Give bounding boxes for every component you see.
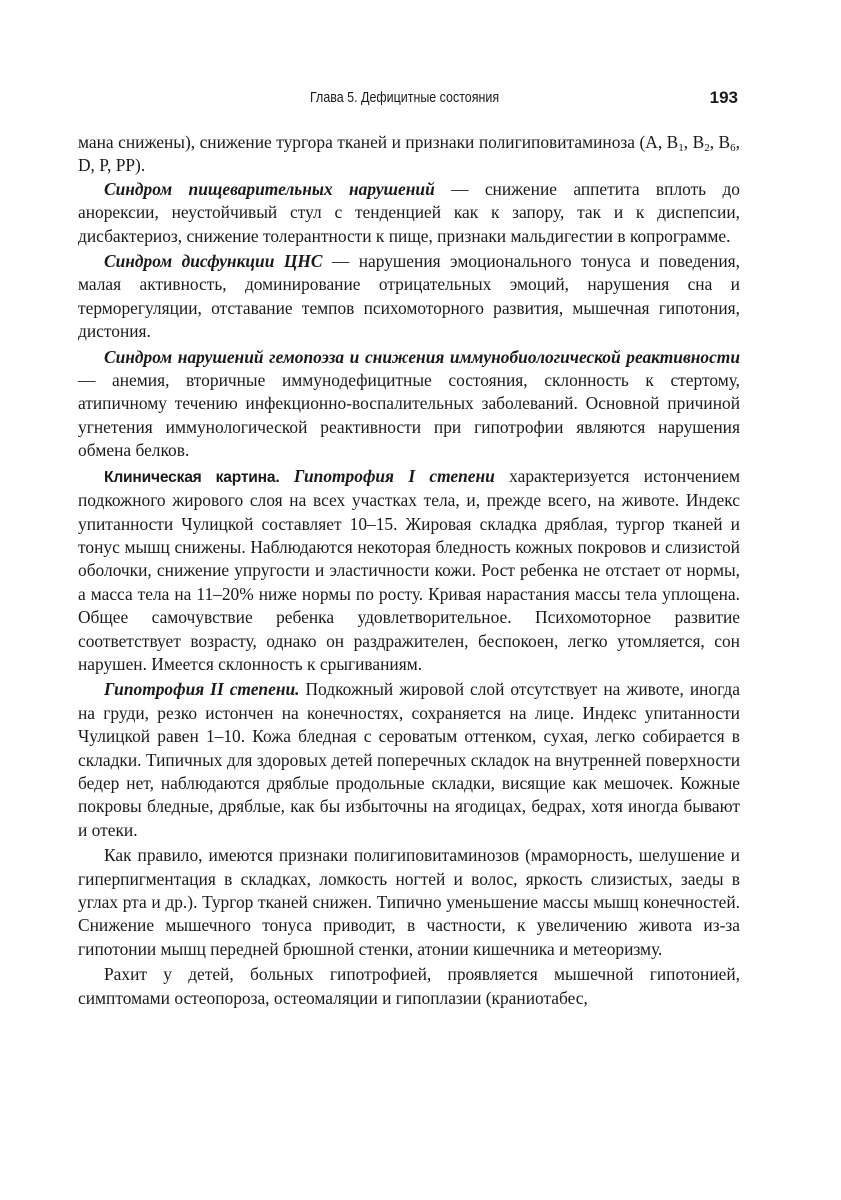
term-hemopoiesis-syndrome: Синдром нарушений гемопоэза и снижения иммунобиологической реактивности [104, 346, 740, 367]
term-cns-syndrome: Синдром дисфункции ЦНС [104, 251, 323, 272]
term-hypotrophy-grade-1: Гипотрофия I степени [293, 465, 495, 486]
paragraph-clinical-picture: Клиническая картина. Гипотрофия I степени характеризуется истончением подкожного жирового слоя на всех участках тела, и, прежде всего, на животе. Индекс упитанности Чулицкой составляет 10–15. Жировая складка дряблая, тургор тканей и тонус мышц снижены. Наблюдаются некоторая бледность кожных покровов и слизистой оболочки, снижение упругости и эластичности кожи. Рост ребенка не отстает от нормы, а масса тела на 11–20% ниже нормы по росту. Кривая нарастания массы тела уплощена. Общее самочувствие ребенка удовлетворительное. Психомоторное развитие соответствует возрасту, однако он раздражителен, беспокоен, легко утомляется, сон нарушен. Имеется склонность к срыгиваниям. [78, 465, 740, 674]
page-header [78, 88, 738, 112]
running-head: Глава 5. Дефицитные состояния [310, 90, 500, 106]
heading-clinical-picture: Клиническая картина. [104, 468, 280, 486]
paragraph-polyhypovitaminosis: Как правило, имеются признаки полигиповитаминозов (мраморность, шелушение и гиперпигментация в складках, ломкость ногтей и волос, яркость слизистых, заеды в углах рта и др.). Тургор тканей снижен. Типично уменьшение массы мышц конечностей. Снижение мышечного тонуса приводит, в частности, к увеличению живота из-за гипотонии мышц передней брюшной стенки, атонии кишечника и метеоризму. [78, 845, 740, 959]
paragraph-hypotrophy-grade-2: Гипотрофия II степени. Подкожный жировой слой отсутствует на животе, иногда на груди, резко истончен на конечностях, сохраняется на лице. Индекс упитанности Чулицкой равен 1–10. Кожа бледная с сероватым оттенком, сухая, легко собирается в складки. Типичных для здоровых детей поперечных складок на внутренней поверхности бедер нет, наблюдаются дряблые продольные складки, висящие как мешочек. Кожные покровы бледные, дряблые, как бы избыточны на ягодицах, бедрах, хотя иногда бывают и отеки. [78, 679, 740, 840]
text-body [78, 131, 740, 1010]
paragraph-digestive-syndrome: Синдром пищеварительных нарушений — снижение аппетита вплоть до анорексии, неустойчивый стул с тенденцией как к запору, так и к диспепсии, дисбактериоз, снижение толерантности к пище, признаки мальдигестии в копрограмме. [78, 178, 740, 246]
term-digestive-syndrome: Синдром пищеварительных нарушений [104, 178, 435, 199]
paragraph-hemopoiesis-syndrome: Синдром нарушений гемопоэза и снижения иммунобиологической реактивности — анемия, вторичные иммунодефицитные состояния, склонность к стертому, атипичному течению инфекционно-воспалительных заболеваний. Основной причиной угнетения иммунологической реактивности при гипотрофии являются нарушения обмена белков. [78, 346, 740, 461]
paragraph-vitamins: мана снижены), снижение тургора тканей и признаки полигиповитаминоза (A, $B_1$, $B_2$, $B_6$, D, P, PP). [78, 132, 740, 176]
paragraph-rickets: Рахит у детей, больных гипотрофией, проявляется мышечной гипотонией, симптомами остеопороза, остеомаляции и гипоплазии (краниотабес, [78, 964, 740, 1008]
page-number: 193 [709, 88, 738, 107]
paragraph-cns-syndrome: Синдром дисфункции ЦНС — нарушения эмоционального тонуса и поведения, малая активность, доминирование отрицательных эмоций, нарушения сна и терморегуляции, отставание темпов психомоторного развития, мышечная гипотония, дистония. [78, 251, 740, 342]
term-hypotrophy-grade-2: Гипотрофия II степени. [104, 679, 300, 700]
